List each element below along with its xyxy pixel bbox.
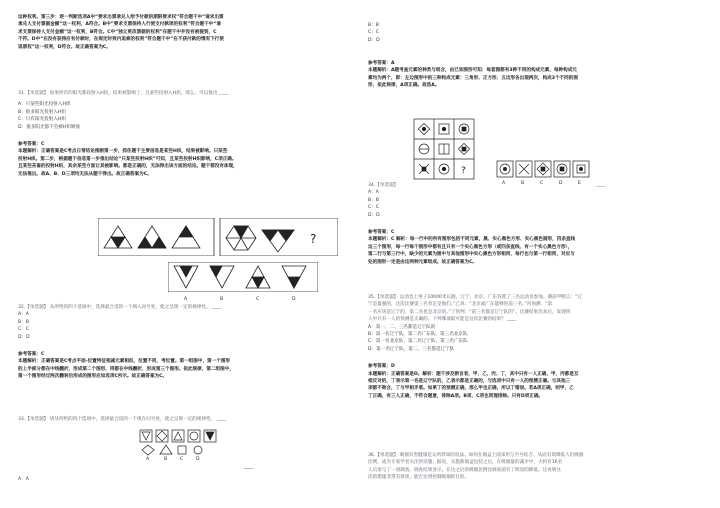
question-stem-line: 运动会上男子10000米长跑，辽宁、北京、广东各派了三名运动员参加。赛前甲断言：“辽 (399, 295, 583, 300)
choice-label: B (220, 297, 224, 302)
analysis-line: 本题解析：正确答案是C考点平面-位置特征相减元素相似，位置不同，考位置。第一组图中，第一个图形 (18, 359, 231, 365)
analysis-line: 这三个图形，每一行每个图形中都有且只有一个实心黑色方形（或四条直线、有一个实心黑色方形）， (368, 244, 573, 250)
answer: 参考答案：C (18, 352, 45, 358)
analysis-line: 相反对的，丁表示第一名是辽宁队的，乙表示都是正确的，与选项中只有一人的预测正确。与其他三 (368, 379, 571, 385)
text-line: 追票权”这一权利，D符合。故正确答案为C。 (18, 44, 111, 50)
text-line: 不符。D中“在没有获得应有付款时，在规定时效内追索的权利”符合题干中“在不获付款的情况下行使 (18, 37, 224, 43)
analysis-line: 且某些吝啬的投射H炽，其余某些方面让其被影响。都是正确的，无法得出该方面的结论。题干都没有体现， (18, 164, 238, 170)
option: D：第一名辽宁队，第二、三名都是辽宁队 (368, 346, 455, 352)
analysis-line: 第一个图形经过两次翻转后形成的图形应如选项C所示。故正确答案为C。 (18, 374, 168, 380)
q33-choice-labels (138, 456, 238, 464)
question-tag: 36.【单选题】 (368, 453, 399, 458)
option: D：D (368, 37, 380, 43)
option: C：第一名北京队，第二名辽宁队，第三名广东队 (368, 339, 468, 345)
question-mark: ? (310, 232, 317, 246)
analysis-line: 本题解析：A题考查元素的种类与组合，由已知图形可知：每套图都有3种不同的构成元素，每种构成元 (368, 68, 577, 74)
choice-label: A (502, 181, 506, 186)
q32-figure (98, 218, 338, 256)
question-tag: 35.【单选题】 (368, 295, 399, 300)
question-stem: 如果所有的阳光都投射入H炽，结果被影响了，且某些投射入H炽，那么，可以推出 ____ (49, 91, 229, 96)
question-stem-line: 宁是最强的，这次比赛第三名肯定是他们。”乙说：“北京或广东能够进前三名。”丙预测：“第 (368, 302, 553, 308)
choice-label: D (292, 297, 296, 302)
analysis-line: 本题解析：正确答案是C考点日常结论推断第一步，抓住题干主要信息是某些H炽，结果被影响。只某些 (18, 149, 228, 155)
analysis-line: 第二行与第三行中，缺少的元素为图中与其他图形中实心黑色方形相同，每行也与第一行相同，对应与 (368, 252, 575, 258)
question-stem: 从所给的四个选项中，选择最合适的一个填入问号处，使之呈现一定的规律性。 ____ (49, 305, 222, 310)
analysis-line: 素均为两个，即：左边图形中的三种构成元素：三角形、正方形、五边形各出现两次，构成3个不同的图 (368, 75, 578, 81)
question-stem-line: 人员参与了一项调查。调查结果显示，在这之后的吸烟比例比调查前有了明显的降低。这说明这 (368, 467, 561, 473)
option: C：C (368, 30, 380, 36)
q33-remaining-options (368, 22, 380, 44)
choice-label: D (196, 457, 200, 462)
question-35 (368, 294, 703, 400)
question-stem: 请从所给的四个选项中，选择最合适的一个填在问号处，使之呈现一定的规律性。 ____ (49, 417, 226, 422)
option: B：B (368, 197, 379, 203)
question-stem-line: 吸烟有害健康是众所周知的说法。如何在烟盒上面采用与字号结合。从而有效降低人们吸烟 (399, 453, 584, 458)
question-stem-line: 一名应该是辽宁的，第二名也是北京的。”丁预判：“前三名都是辽宁队的”。比赛结果出来后，发现四 (368, 309, 571, 315)
question-tag: 33.【单选题】 (18, 417, 49, 422)
question-stem-line: 次的措施非常有效果，能否达到控制吸烟的目的。 (368, 475, 470, 481)
question-tag: 34.【单选题】 (368, 183, 399, 188)
q34-choices (496, 160, 590, 178)
question-32 (18, 304, 356, 381)
option: B：第一名辽宁队，第二名广东队，第三名北京队 (368, 332, 468, 338)
answer: 参考答案：C (368, 230, 395, 236)
text-line: 这种权利。第三步：逐一判断选项A中“要求出票承兑人给予付款的期限要求权”符合题干中“请求出票 (18, 15, 224, 20)
analysis-line: 本题解析：正确答案是D。解析：题干涉及断言者，甲、乙、丙、丁，其中只有一人正确，甲、丙都是互 (368, 371, 579, 377)
text-line: 求支票保持人支付金额”这一权利，B符合。C中“独立更改票据的权利”在题干中并没有被提到，C (18, 29, 217, 35)
analysis-line: 丁正确，有三人正确，不符合题意，排除A项。B项、C项也同理排除。只有D项正确。 (368, 393, 544, 399)
option: C：C (368, 205, 380, 211)
analysis-line: 无法推出。故A、B、D三项均无法从题干得出。故正确答案为C。 (18, 171, 152, 177)
answer-blank: ____ (244, 465, 254, 470)
q33-figure (138, 428, 238, 456)
analysis-line: 项都不吻合，丁与甲相矛盾。如果丁的预测正确，那么甲也正确，所以丁错误。若A项正确，则甲、乙 (368, 386, 574, 392)
option: D：D (368, 212, 380, 218)
choice-label: B (164, 457, 168, 462)
option: C：C (18, 327, 30, 333)
q34-grid-figure (413, 118, 475, 180)
option: B：很多阳光投射入H炽 (18, 109, 66, 115)
option: A：A (18, 312, 29, 318)
svg-text:?: ? (461, 166, 466, 176)
analysis-line: 形，依此规律，A项正确。故选A。 (368, 83, 440, 89)
answer: 参考答案：D (368, 364, 395, 370)
option: A：第一、二、三名都是辽宁队的 (368, 324, 436, 330)
choice-label: C (540, 181, 544, 186)
question-31 (18, 90, 356, 178)
choice-label: C (180, 457, 184, 462)
choice-label: A (146, 457, 150, 462)
option: C：只有阳光投射入H炽 (18, 117, 67, 123)
choice-label: D (559, 181, 563, 186)
question-34 (368, 182, 703, 266)
option: D：很多阳光都不会被H炽吸收 (18, 124, 81, 130)
question-stem-line: 比例，成为专家学者关注的话题，据说，实施新烟盒包装之后，在吸烟量的减少中，大约有16名 (368, 460, 563, 466)
q32-choice-labels (168, 296, 318, 304)
option: A：A (368, 190, 379, 196)
choice-label: C (256, 297, 260, 302)
option: A：只某些阳光投射入H炽 (18, 102, 71, 108)
question-33 (18, 416, 356, 423)
analysis-line: 的上半部分都在中线翻折，形成第二个图形，再都在中线翻折，形成第三个图形。依此规律，第二组图中， (18, 366, 234, 372)
q32-choices (168, 262, 318, 292)
q33-answer-block (368, 60, 703, 90)
option: B：B (368, 23, 379, 28)
intro-analysis (18, 14, 356, 51)
analysis-line: 本题解析：C 解析：每一行中的所有图形包括不同元素，黑、实心黑色方形、实心黑色圆形，四条直线 (368, 237, 576, 243)
choice-label: B (521, 181, 525, 186)
option: D：D (18, 334, 30, 340)
option: A：A (18, 477, 29, 482)
answer-blank: ____ (595, 183, 605, 188)
question-tag: 32.【单选题】 (18, 305, 49, 310)
option: B：B (18, 319, 29, 325)
text-line: 承兑人支付票据金额”这一权利，A符合。B中“要求支票保持人行使支付款项的权利”符合题干中“请 (18, 22, 221, 28)
analysis-line: 处的图形一定是由这两种元素组成。故正确答案为C。 (368, 259, 478, 265)
question-36 (368, 452, 703, 482)
answer: 参考答案：A (368, 61, 395, 66)
choice-label: E (578, 181, 581, 186)
analysis-line: 投射H炽。第二步，根据题干信息第一步推出结论“只某些投射H炽”可知，且某些投射H炽影响，C项正确。 (18, 156, 237, 162)
question-stem-line: 人中只有一人的预测是正确的。下列哪项最可能是这次比赛的结果？ ____ (368, 317, 517, 323)
answer: 参考答案：C (18, 142, 45, 148)
choice-label: A (184, 297, 188, 302)
question-tag: 31.【单选题】 (18, 91, 49, 96)
